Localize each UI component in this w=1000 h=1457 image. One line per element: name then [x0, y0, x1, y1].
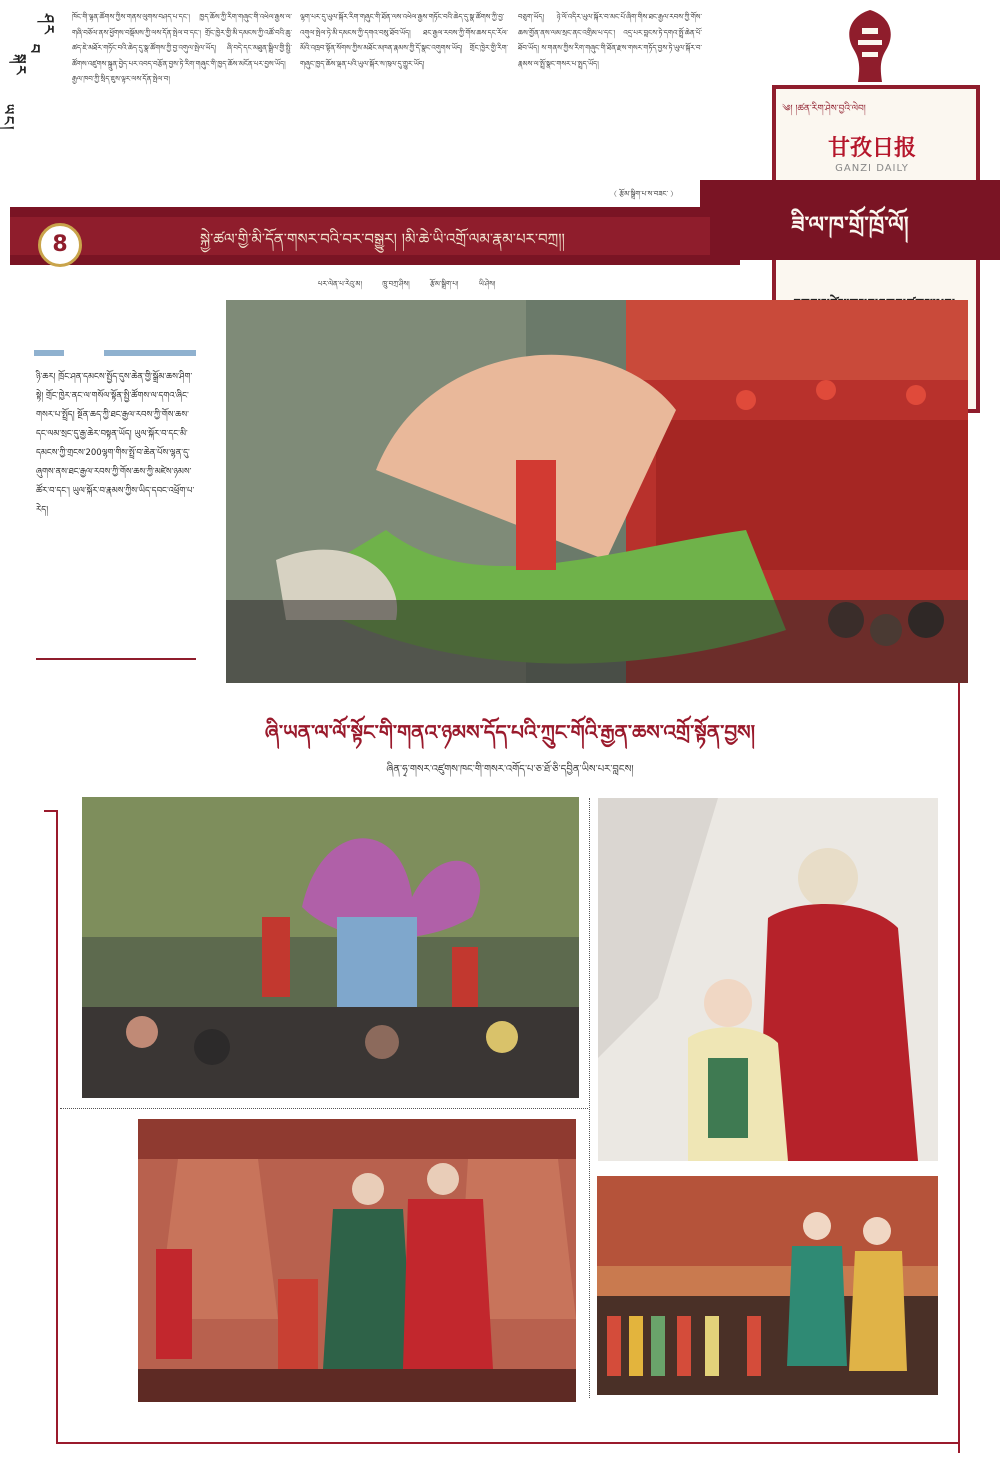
- kids-runway-photo: [597, 1176, 938, 1395]
- title-char-4: ཡང།: [0, 104, 16, 132]
- headline-subtitle: ཞིན་ཧྭ་གསར་འཛུགས་ཁང་གི་གསར་འགོད་པ་ཅ་ཐོ་ཅི་དབྱིན་ཡིས་པར་བླངས།: [386, 764, 634, 775]
- title-char-2: བ: [26, 44, 42, 55]
- sidebar-caption: ཉི་ཆར། ཁྲོང་ཤན་དམངས་སྤྱོད་དུས་ཆེན་གྱི་སྒྲོམ་ཆས་ཤིག་སྟེ། གྲོང་ཁྱེར་ནང་ལ་གསོལ་སྟོན་སྤྱི་ཚོགས་ལ་དགའ་ཞིང་གསར་པ་སྤྲོད། སྔོན་ཆད་ཀྱི་ཐང་རྒྱལ་རབས་ཀྱི་གོས་ཆས་དང་ལམ་སྲང་དུ་རྒྱ་ཆེར་བསྟན་ཡོད། ཡུལ་སྐོར་བ་དང་མི་དམངས་ཀྱི་གྲངས་200ལྷག་གིས་སྤྲོ་བ་ཆེན་པོས་ལྷན་དུ་ཞུགས་ནས་ཐང་རྒྱལ་རབས་ཀྱི་གོས་ཆས་ཀྱི་མཛེས་ཉམས་ཚོར་བ་དང་། ཡུལ་སྐོར་བ་རྣམས་ཀྱིས་ཡིད་དབང་འཕྲོག་པ་རེད།: [36, 372, 195, 515]
- frame-left-line: [56, 810, 58, 1444]
- credit-1: པར་ལེན་པ་རེའུ་མ།: [318, 280, 362, 288]
- seal-logo-icon: [840, 6, 900, 86]
- slogan-ribbon: [10, 207, 740, 265]
- credit-2: ཁྲུ་བཀྲ་ཤིས།: [382, 280, 410, 288]
- page-number-badge: 8: [38, 223, 82, 267]
- frame-left-tick: [44, 810, 58, 812]
- masthead-chinese-name: 甘孜日报: [827, 135, 916, 161]
- section-band: [700, 180, 1000, 260]
- article-column-2: ལྷག་པར་དུ་ཡུལ་སྐོར་རིག་གཞུང་གི་ཐོན་ལས་འཕེལ་རྒྱས་གཏོང་བའི་ཆེད་དུ་སྣ་ཚོགས་ཀྱི་བྱ་འགུལ་སྤེལ་ཏེ་མི་དམངས་ཀྱི་དགའ་བསུ་ཐོབ་ཡོད། ཐང་རྒྱལ་རབས་ཀྱི་གོས་ཆས་དང་རོལ་མོའི་འཁྲབ་སྟོན་སོགས་ཀྱིས་མཐོང་མཁན་རྣམས་ཀྱི་དོ་སྣང་འགུགས་ཡོད། གྲོང་ཁྱེར་གྱི་རིག་གཞུང་ཁྱད་ཆོས་ལྡན་པའི་ཡུལ་སྐོར་ས་ཁུལ་དུ་གྱུར་ཡོད།: [300, 13, 508, 68]
- title-char-3: སྐར: [12, 54, 28, 77]
- photo-credits: [318, 277, 513, 296]
- ribbon-slogan: སྐྱེ་ཚལ་གྱི་མི་དོན་གསར་བའི་བར་བསྒྱུར། །མི་ཆེ་ཡི་འགྲོ་ལམ་རྣམ་པར་བཀྲ།།: [200, 230, 565, 248]
- lotus-float-photo: [82, 797, 579, 1098]
- section-name: ཟི་ལ་ཁ་གྲོ་ཁྲོ་ལོ།: [791, 213, 909, 238]
- frame-right-line: [958, 683, 960, 1453]
- article-column-1: ཁོང་གི་ལྷན་ཚོགས་ཀྱིས་གནས་ལུགས་བཤད་པ་དང་། ཁྱད་ཆོས་ཀྱི་རིག་གཞུང་གི་འཕེལ་རྒྱས་ལ་གཞི་བཅོལ་ནས་ཕྱོགས་བསྡོམས་ཀྱི་ལས་དོན་སྤེལ་བ་དང་། གྲོང་ཁྱེར་གྱི་མི་དམངས་ཀྱི་འཚོ་བའི་ཆུ་ཚད་ཇེ་མཐོར་གཏོང་བའི་ཆེད་དུ་སྣ་ཚོགས་ཀྱི་བྱ་འགུལ་སྤེལ་ཡོད། ཞི་བདེ་དང་མཐུན་སྒྲིལ་གྱི་སྤྱི་ཚོགས་འཛུགས་སྐྲུན་བྱེད་པར་འབད་བརྩོན་བྱས་ཏེ་རིག་གཞུང་གི་ཁྱད་ཆོས་མངོན་པར་བྱས་ཡོད། རྒྱལ་ཁབ་ཀྱི་སྲིད་ཇུས་ལྟར་ལས་དོན་སྤེལ་བ།: [72, 13, 292, 84]
- parade-fan-float-photo: [226, 300, 968, 683]
- couple-stage-photo: [138, 1119, 576, 1402]
- dotted-separator-v: [589, 798, 590, 1398]
- credit-4: ཡི་ཤེས།: [478, 280, 496, 288]
- masthead-top-line: ༄། །ཚན་རིག་ཤེས་བྱའི་ལེབ།: [782, 104, 866, 114]
- main-headline: ཞི་ཡན་ལ་ལོ་སྟོང་གི་གནའ་ཉམས་དོད་པའི་ཀྲུང་གོའི་རྒྱན་ཆས་འགྲོ་སྟོན་བྱས།: [264, 720, 756, 744]
- sidebar-bottom-rule: [36, 658, 196, 660]
- page-title-vertical: [0, 14, 66, 174]
- masthead-english-name: GANZI DAILY: [835, 163, 909, 174]
- title-char-1: ཤར: [40, 14, 56, 36]
- article-source: （ རྩོམ་སྒྲིག་པ་ས་བཟང་ ）: [610, 190, 678, 198]
- article-column-3: བཅུག་ཡོད། ཉེ་ལོ་འདིར་ཡུལ་སྐོར་བ་མང་པོ་ཞིག་གིས་ཐང་རྒྱལ་རབས་ཀྱི་གོས་ཆས་གྱོན་ནས་ལམ་སྲང་ནང་འགྲིམ་པ་དང་། འདྲ་པར་བླངས་ཏེ་དགའ་སྤྲོ་ཆེན་པོ་ཐོབ་ཡོད། ས་གནས་ཀྱིས་རིག་གཞུང་གི་ཐོན་རྫས་གསར་གཏོད་བྱས་ཏེ་ཡུལ་སྐོར་བ་རྣམས་ལ་སྤྲོ་སྣང་གསར་པ་སྤྲད་ཡོད།: [518, 13, 702, 68]
- mother-child-photo: [598, 798, 938, 1161]
- frame-bottom-line: [56, 1442, 960, 1444]
- credit-3: རྩོམ་སྒྲིག་པ།: [429, 280, 459, 288]
- dotted-separator-h: [60, 1108, 588, 1109]
- sidebar-top-bar: [34, 350, 196, 358]
